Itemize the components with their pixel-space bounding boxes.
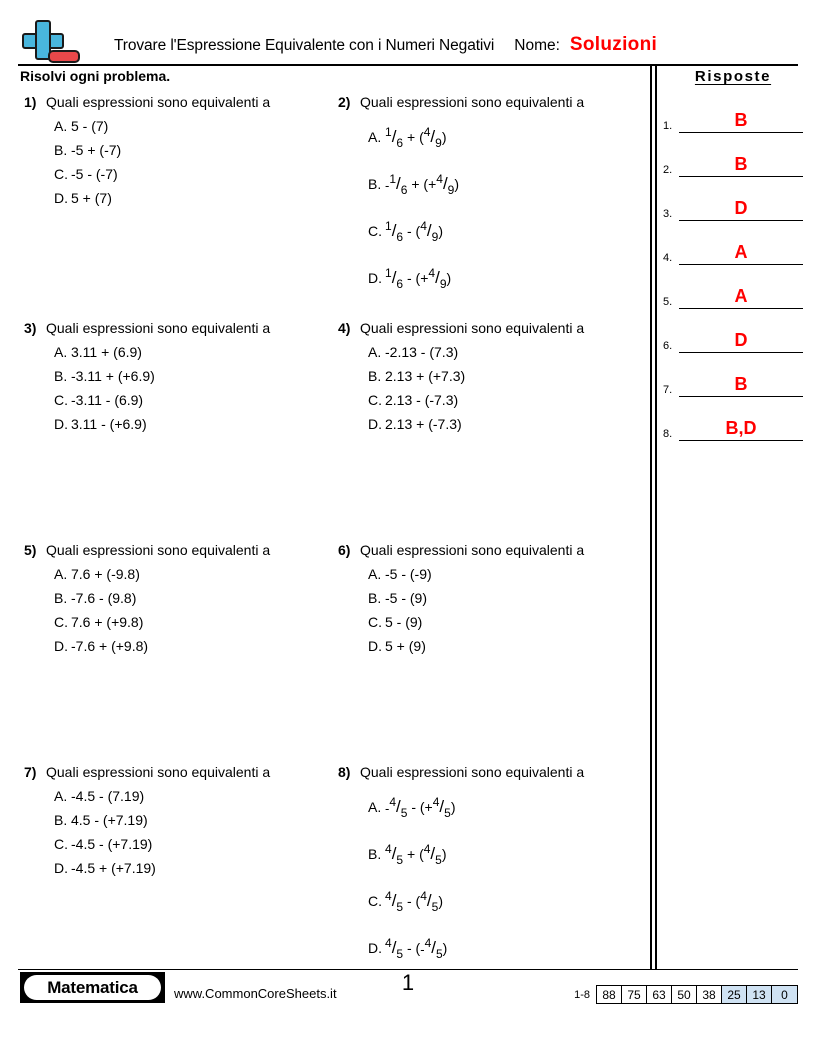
problem-question: Quali espressioni sono equivalenti a xyxy=(360,94,585,110)
choice-text: 5 + (7) xyxy=(71,190,112,206)
answer-blank[interactable] xyxy=(679,370,803,397)
choice-d[interactable] xyxy=(368,412,646,436)
choice-a[interactable] xyxy=(54,114,332,138)
choice-label: B. xyxy=(368,590,382,606)
page-title: Trovare l'Espressione Equivalente con i Numeri Negativi xyxy=(114,37,495,54)
column-divider xyxy=(650,64,657,969)
choice-text: -7.6 - (9.8) xyxy=(71,590,137,606)
choice-list xyxy=(368,784,646,972)
problem-question: Quali espressioni sono equivalenti a xyxy=(46,94,271,110)
problem-question: Quali espressioni sono equivalenti a xyxy=(46,764,271,780)
problem-question: Quali espressioni sono equivalenti a xyxy=(360,320,585,336)
choice-text: -3.11 + (+6.9) xyxy=(71,368,155,384)
choice-c[interactable] xyxy=(54,388,332,412)
answer-blank[interactable] xyxy=(679,194,803,221)
choice-text: 5 + (9) xyxy=(385,638,426,654)
choice-label: D. xyxy=(54,190,68,206)
answer-value: B xyxy=(734,154,748,174)
choice-label: B. xyxy=(368,176,382,192)
name-label: Nome: xyxy=(514,37,560,54)
choice-label: A. xyxy=(368,344,382,360)
choice-label: D. xyxy=(368,416,382,432)
choice-text: -7.6 + (+9.8) xyxy=(71,638,149,654)
choice-d[interactable]: D. 1/6 - (+4/9) xyxy=(368,255,646,302)
page-number: 1 xyxy=(401,970,415,995)
answer-number: 7. xyxy=(663,384,673,396)
choice-label: A. xyxy=(368,129,382,145)
problem-2 xyxy=(332,94,646,320)
choice-list xyxy=(54,784,332,880)
answer-value: B,D xyxy=(725,418,757,438)
answer-number: 2. xyxy=(663,164,673,176)
problems-grid xyxy=(18,94,646,972)
answer-value: A xyxy=(734,242,748,262)
problem-number: 4) xyxy=(338,320,351,336)
page-header xyxy=(18,18,798,68)
choice-c[interactable] xyxy=(54,610,332,634)
scale-cell: 75 xyxy=(622,986,647,1003)
choice-c[interactable] xyxy=(368,610,646,634)
choice-label: A. xyxy=(368,799,382,815)
choice-text: 5 - (9) xyxy=(385,614,423,630)
answer-blank[interactable] xyxy=(679,150,803,177)
scale-cell: 63 xyxy=(647,986,672,1003)
choice-b[interactable] xyxy=(368,586,646,610)
choice-c[interactable]: C. 4/5 - (4/5) xyxy=(368,878,646,925)
choice-text: -2.13 - (7.3) xyxy=(385,344,459,360)
choice-a[interactable] xyxy=(368,340,646,364)
problem-number: 5) xyxy=(24,542,37,558)
choice-label: B. xyxy=(368,368,382,384)
choice-label: D. xyxy=(54,638,68,654)
choice-a[interactable] xyxy=(54,340,332,364)
answer-value: A xyxy=(734,286,748,306)
choice-list xyxy=(54,340,332,436)
choice-c[interactable] xyxy=(368,388,646,412)
choice-b[interactable]: B. -1/6 + (+4/9) xyxy=(368,161,646,208)
choice-label: D. xyxy=(54,860,68,876)
choice-text: 5 - (7) xyxy=(71,118,109,134)
answer-row xyxy=(663,91,803,133)
choice-a[interactable] xyxy=(368,562,646,586)
choice-label: D. xyxy=(368,638,382,654)
answer-blank[interactable] xyxy=(679,414,803,441)
grading-scale xyxy=(574,985,798,1004)
answer-blank[interactable] xyxy=(679,282,803,309)
choice-text: 2.13 - (-7.3) xyxy=(385,392,459,408)
choice-d[interactable] xyxy=(54,186,332,210)
problem-question: Quali espressioni sono equivalenti a xyxy=(46,542,271,558)
problem-number: 1) xyxy=(24,94,37,110)
choice-d[interactable] xyxy=(54,412,332,436)
choice-c[interactable]: C. 1/6 - (4/9) xyxy=(368,208,646,255)
choice-label: B. xyxy=(54,812,68,828)
answer-value: B xyxy=(734,374,748,394)
choice-text: -4.5 - (7.19) xyxy=(71,788,145,804)
plus-minus-icon xyxy=(18,20,80,66)
answer-blank[interactable] xyxy=(679,326,803,353)
choice-c[interactable] xyxy=(54,832,332,856)
choice-a[interactable] xyxy=(54,784,332,808)
problem-3 xyxy=(18,320,332,542)
choice-b[interactable] xyxy=(54,364,332,388)
answer-row xyxy=(663,179,803,221)
answer-blank[interactable] xyxy=(679,106,803,133)
problem-question: Quali espressioni sono equivalenti a xyxy=(46,320,271,336)
choice-b[interactable] xyxy=(54,808,332,832)
choice-text: 3.11 + (6.9) xyxy=(71,344,142,360)
answer-value: D xyxy=(734,330,748,350)
problem-row xyxy=(18,764,646,972)
choice-text: -5 - (-9) xyxy=(385,566,432,582)
choice-list xyxy=(368,340,646,436)
choice-text: -4.5 + (+7.19) xyxy=(71,860,156,876)
header-divider xyxy=(18,64,798,66)
choice-list xyxy=(368,114,646,302)
scale-cell: 38 xyxy=(697,986,722,1003)
answer-row xyxy=(663,311,803,353)
choice-b[interactable] xyxy=(54,586,332,610)
choice-label: C. xyxy=(368,614,382,630)
problem-row xyxy=(18,320,646,542)
scale-cell: 88 xyxy=(597,986,622,1003)
answer-number: 1. xyxy=(663,120,673,132)
choice-label: D. xyxy=(368,270,382,286)
choice-text: 3.11 - (+6.9) xyxy=(71,416,147,432)
choice-label: A. xyxy=(368,566,382,582)
title-row xyxy=(114,34,798,64)
choice-a[interactable]: A. -4/5 - (+4/5) xyxy=(368,784,646,831)
answer-key-title: Risposte xyxy=(694,68,772,85)
choice-d[interactable] xyxy=(368,634,646,658)
problem-question: Quali espressioni sono equivalenti a xyxy=(360,764,585,780)
name-value: Soluzioni xyxy=(569,34,658,55)
choice-label: A. xyxy=(54,788,68,804)
answer-number: 6. xyxy=(663,340,673,352)
site-url: www.CommonCoreSheets.it xyxy=(174,986,337,1001)
choice-b[interactable] xyxy=(368,364,646,388)
choice-text: -3.11 - (6.9) xyxy=(71,392,144,408)
choice-text: 4.5 - (+7.19) xyxy=(71,812,148,828)
answer-row xyxy=(663,267,803,309)
choice-d[interactable]: D. 4/5 - (-4/5) xyxy=(368,925,646,972)
answer-value: B xyxy=(734,110,748,130)
choice-label: A. xyxy=(54,118,68,134)
scale-cell: 13 xyxy=(747,986,772,1003)
answer-row xyxy=(663,223,803,265)
answer-value: D xyxy=(734,198,748,218)
choice-text: 2.13 + (+7.3) xyxy=(385,368,466,384)
answer-number: 3. xyxy=(663,208,673,220)
choice-list xyxy=(368,562,646,658)
choice-a[interactable]: A. 1/6 + (4/9) xyxy=(368,114,646,161)
choice-label: B. xyxy=(368,846,382,862)
choice-label: C. xyxy=(54,614,68,630)
choice-label: C. xyxy=(368,893,382,909)
problem-row xyxy=(18,542,646,764)
choice-d[interactable] xyxy=(54,856,332,880)
choice-a[interactable] xyxy=(54,562,332,586)
problem-1 xyxy=(18,94,332,320)
choice-list xyxy=(54,562,332,658)
problem-number: 8) xyxy=(338,764,351,780)
choice-label: A. xyxy=(54,566,68,582)
choice-label: C. xyxy=(54,392,68,408)
choice-label: B. xyxy=(54,590,68,606)
problem-7 xyxy=(18,764,332,972)
choice-label: B. xyxy=(54,368,68,384)
choice-label: C. xyxy=(54,166,68,182)
choice-b[interactable]: B. 4/5 + (4/5) xyxy=(368,831,646,878)
problem-number: 7) xyxy=(24,764,37,780)
answer-blank[interactable] xyxy=(679,238,803,265)
choice-label: D. xyxy=(368,940,382,956)
choice-text: 2.13 + (-7.3) xyxy=(385,416,462,432)
answer-row xyxy=(663,135,803,177)
problem-number: 3) xyxy=(24,320,37,336)
choice-text: 7.6 + (-9.8) xyxy=(71,566,140,582)
choice-list xyxy=(54,114,332,210)
choice-d[interactable] xyxy=(54,634,332,658)
choice-text: -4.5 - (+7.19) xyxy=(71,836,153,852)
problem-row xyxy=(18,94,646,320)
choice-label: D. xyxy=(54,416,68,432)
answer-number: 5. xyxy=(663,296,673,308)
choice-b[interactable] xyxy=(54,138,332,162)
choice-text: 7.6 + (+9.8) xyxy=(71,614,144,630)
brand-label: Matematica xyxy=(24,975,161,1000)
choice-text: -5 + (-7) xyxy=(71,142,122,158)
choice-label: B. xyxy=(54,142,68,158)
choice-text: -5 - (-7) xyxy=(71,166,118,182)
problem-8 xyxy=(332,764,646,972)
problem-number: 6) xyxy=(338,542,351,558)
answer-row xyxy=(663,399,803,441)
choice-label: C. xyxy=(54,836,68,852)
problem-question: Quali espressioni sono equivalenti a xyxy=(360,542,585,558)
scale-boxes xyxy=(596,985,798,1004)
choice-label: C. xyxy=(368,392,382,408)
problem-5 xyxy=(18,542,332,764)
choice-text: -5 - (9) xyxy=(385,590,427,606)
scale-cell: 25 xyxy=(722,986,747,1003)
instruction-text: Risolvi ogni problema. xyxy=(20,68,171,84)
problem-4 xyxy=(332,320,646,542)
scale-cell: 0 xyxy=(772,986,797,1003)
answer-number: 4. xyxy=(663,252,673,264)
scale-cell: 50 xyxy=(672,986,697,1003)
choice-label: C. xyxy=(368,223,382,239)
choice-label: A. xyxy=(54,344,68,360)
choice-c[interactable] xyxy=(54,162,332,186)
problem-6 xyxy=(332,542,646,764)
answer-row xyxy=(663,355,803,397)
problem-number: 2) xyxy=(338,94,351,110)
answer-key-panel xyxy=(663,68,803,441)
scale-range-label: 1-8 xyxy=(574,988,590,1001)
answer-number: 8. xyxy=(663,428,673,440)
